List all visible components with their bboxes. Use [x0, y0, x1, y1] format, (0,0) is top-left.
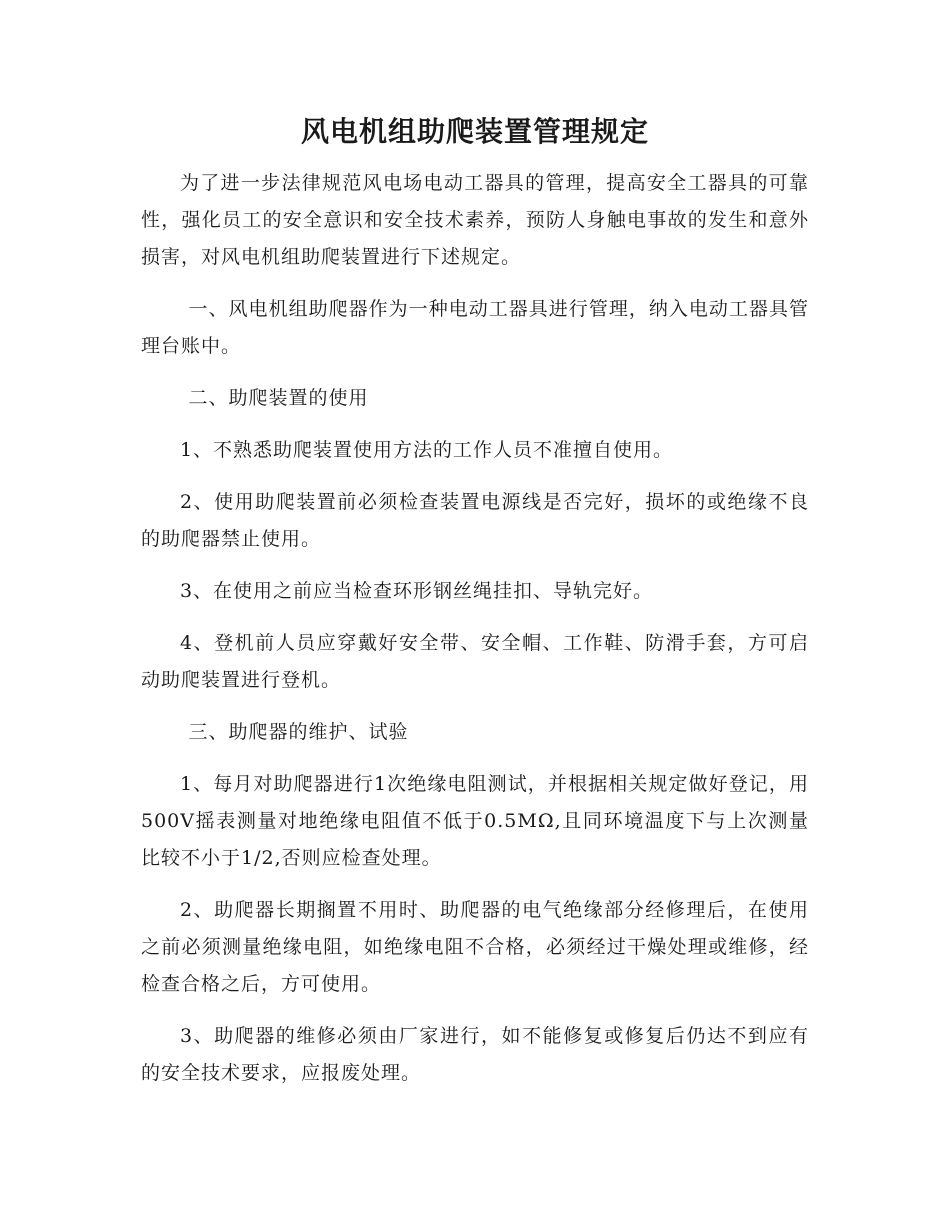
- usage-item-2: 2、使用助爬装置前必须检查装置电源线是否完好，损坏的或绝缘不良的助爬器禁止使用。: [141, 491, 809, 550]
- section-two-heading: 二、助爬装置的使用: [188, 387, 369, 409]
- maintenance-item-3: 3、助爬器的维修必须由厂家进行，如不能修复或修复后仍达不到应有的安全技术要求，应报废处理。: [141, 1025, 809, 1084]
- section-three-heading: 三、助爬器的维护、试验: [188, 721, 409, 743]
- document-body: [141, 165, 809, 1107]
- usage-item-3: 3、在使用之前应当检查环形钢丝绳挂扣、导轨完好。: [179, 580, 654, 602]
- intro-paragraph: 为了进一步法律规范风电场电动工器具的管理，提高安全工器具的可靠性，强化员工的安全意识和安全技术素养，预防人身触电事故的发生和意外损害，对风电机组助爬装置进行下述规定。: [141, 172, 809, 268]
- maintenance-item-1: 1、每月对助爬器进行1次绝缘电阻测试，并根据相关规定做好登记，用500V摇表测量对地绝缘电阻值不低于0.5MΩ,且同环境温度下与上次测量比较不小于1/2,否则应检查处理。: [141, 773, 809, 869]
- section-one-paragraph: 一、风电机组助爬器作为一种电动工器具进行管理，纳入电动工器具管理台账中。: [141, 298, 809, 357]
- usage-item-4: 4、登机前人员应穿戴好安全带、安全帽、工作鞋、防滑手套，方可启动助爬装置进行登机。: [141, 632, 809, 691]
- document-title: 风电机组助爬装置管理规定: [300, 115, 649, 148]
- usage-item-1: 1、不熟悉助爬装置使用方法的工作人员不准擅自使用。: [179, 439, 674, 461]
- maintenance-item-2: 2、助爬器长期搁置不用时、助爬器的电气绝缘部分经修理后，在使用之前必须测量绝缘电阻，如绝缘电阻不合格，必须经过干燥处理或维修，经检查合格之后，方可使用。: [141, 899, 809, 995]
